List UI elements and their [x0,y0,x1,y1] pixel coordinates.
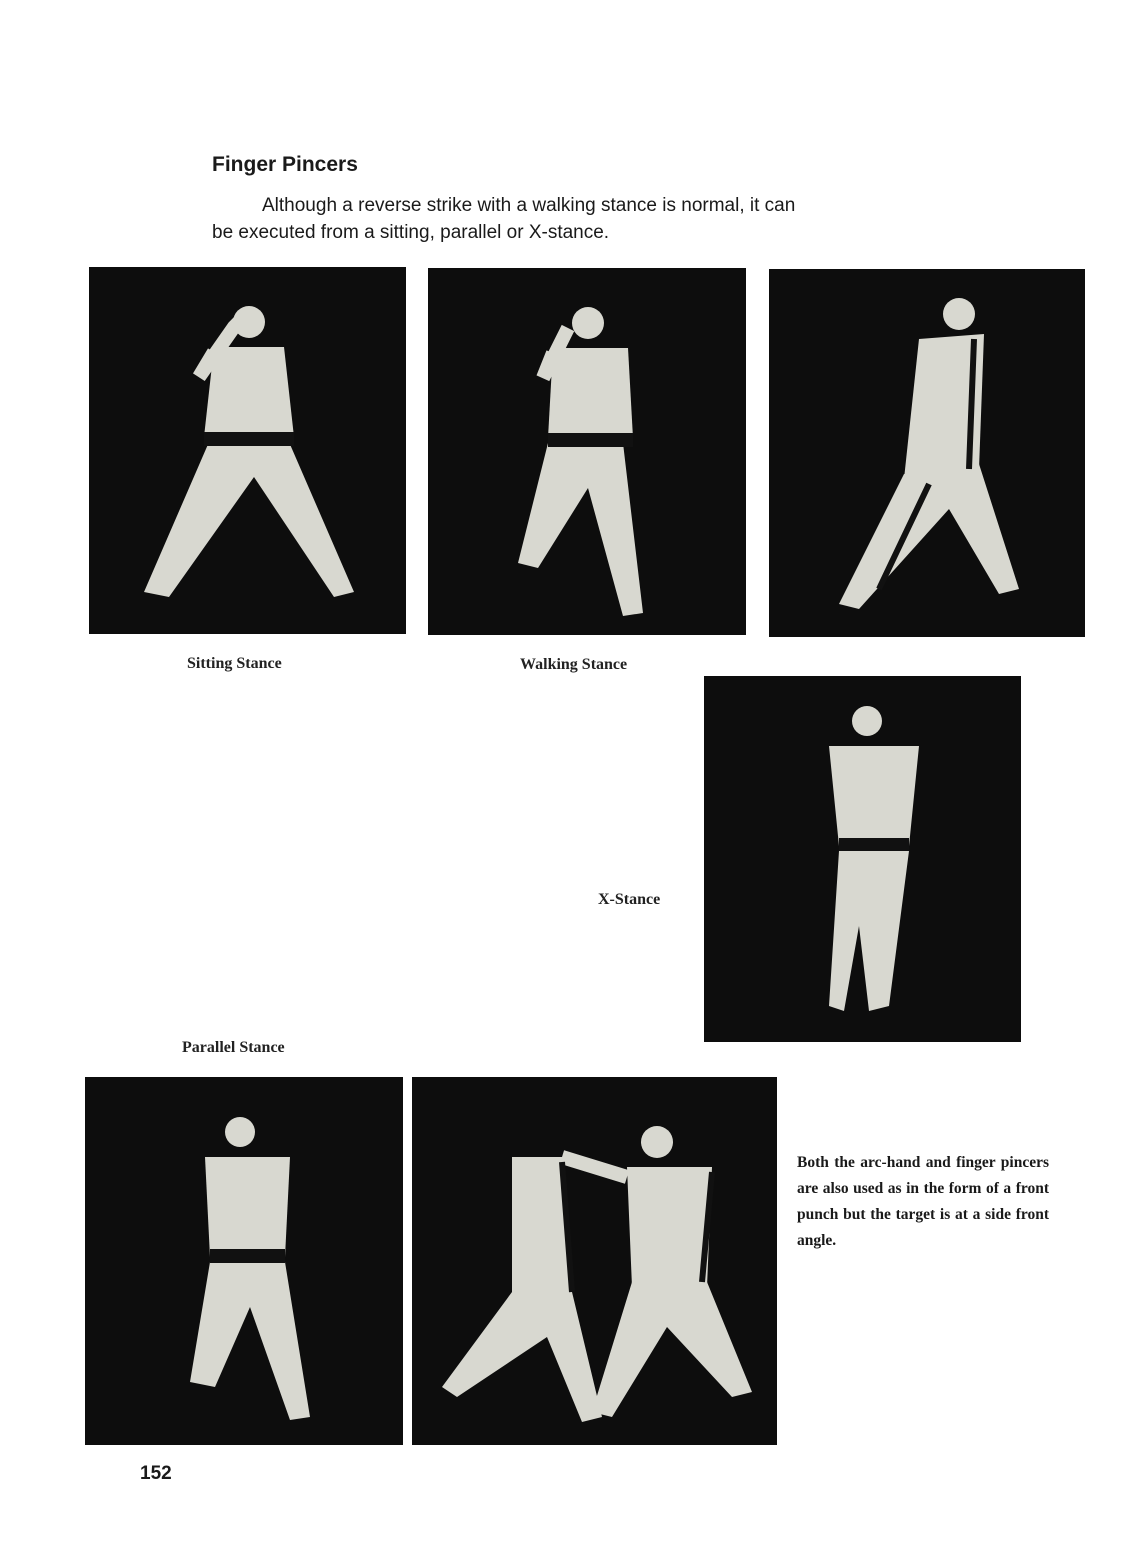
caption-parallel-stance: Parallel Stance [182,1039,285,1056]
photo-parallel-stance [85,1077,403,1445]
intro-paragraph [212,192,1002,246]
caption-sitting-stance: Sitting Stance [187,655,282,672]
side-paragraph: Both the arc-hand and finger pincers are also used as in the form of a front punch but the target is at a side front angle. [797,1154,1049,1249]
caption-walking-stance: Walking Stance [520,656,628,673]
photo-walking-stance [428,268,746,635]
page-number: 152 [140,1463,172,1484]
section-title: Finger Pincers [212,153,358,176]
caption-x-stance: X-Stance [598,891,661,908]
photo-sitting-stance [89,267,406,634]
photo-side-walking-stance [769,269,1085,637]
intro-line: be executed from a sitting, parallel or X-stance. [212,222,610,243]
photo-x-stance [704,676,1021,1042]
photo-side-front-angle [412,1077,777,1445]
intro-line: Although a reverse strike with a walking stance is normal, it can [262,195,796,216]
